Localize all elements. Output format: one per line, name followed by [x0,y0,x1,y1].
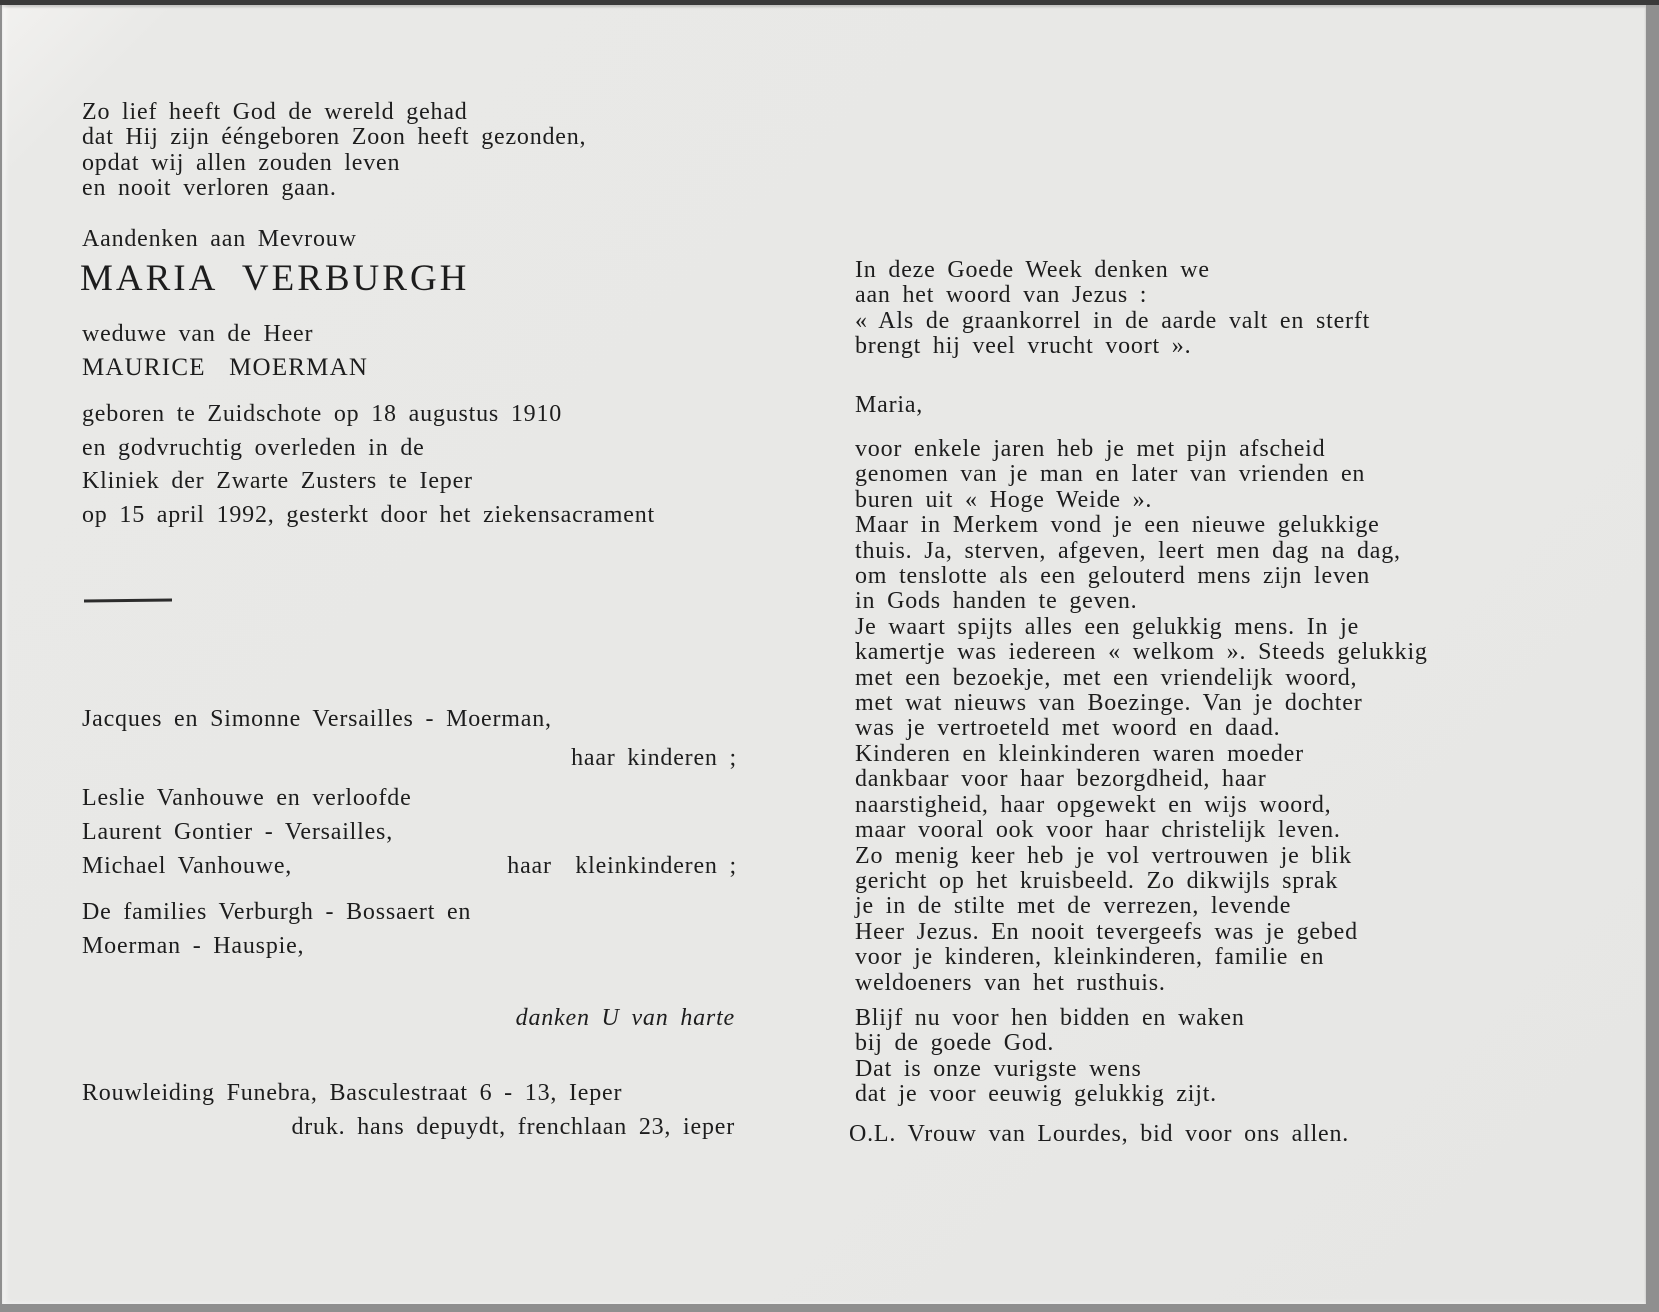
grandchild-name-1: Leslie Vanhouwe en verloofde [82,785,412,811]
grandchildren-row [82,854,737,879]
closing-invocation: O.L. Vrouw van Lourdes, bid voor ons allen. [849,1121,1350,1147]
opening-verse: Zo lief heeft God de wereld gehad dat Hij zijn ééngeboren Zoon heeft gezonden, opdat wij allen zouden leven en nooit verloren gaan. [82,99,587,202]
printer-line: druk. hans depuydt, frenchlaan 23, ieper [291,1114,735,1140]
grandchild-name-2: Laurent Gontier - Versailles, [82,819,394,845]
salutation: Maria, [855,392,924,418]
grandchild-name-3: Michael Vanhouwe, [82,853,293,879]
scan-top-edge [0,0,1659,5]
memorial-text: voor enkele jaren heb je met pijn afscheid genomen van je man en later van vrienden en buren uit « Hoge Weide ». Maar in Merkem vond je een nieuwe gelukkige thuis. Ja, sterven, afgeven, leert men dag na dag, om tenslotte als een gelouterd mens zijn leven in Gods handen te geven. Je waart spijts alles een gelukkig mens. In je kamertje was iedereen « welkom ». Steeds gelukkig met een bezoekje, met een vriendelijk woord, met wat nieuws van Boezinge. Van je dochter was je vertroeteld met woord en daad. Kinderen en kleinkinderen waren moeder dankbaar voor haar bezorgdheid, haar naarstigheid, haar opgewekt en wijs woord, maar vooral ook voor haar christelijk leven. Zo menig keer heb je vol vertrouwen je blik gericht op het kruisbeeld. Zo dikwijls sprak je in de stilte met de verrezen, levende Heer Jezus. En nooit tevergeefs was je gebed voor je kinderen, kleinkinderen, familie en weldoeners van het rusthuis. [855,436,1428,996]
husband-name: MAURICE MOERMAN [82,354,369,381]
children-names: Jacques en Simonne Versailles - Moerman, [82,706,552,732]
thanks-line: danken U van harte [515,1005,735,1031]
holy-week-verse: In deze Goede Week denken we aan het woord van Jezus : « Als de graankorrel in de aarde valt en sterft brengt hij veel vrucht voort ». [855,257,1371,360]
life-details: geboren te Zuidschote op 18 augustus 1910 en godvruchtig overleden in de Kliniek der Zwarte Zusters te Ieper op 15 april 1992, gesterkt door het ziekensacrament [82,401,655,528]
prayer-text: Blijf nu voor hen bidden en waken bij de goede God. Dat is onze vurigste wens dat je voor eeuwig gelukkig zijt. [855,1005,1245,1108]
widow-label: weduwe van de Heer [82,321,314,347]
grandchildren-label: haar kleinkinderen ; [507,853,737,879]
funeral-home-line: Rouwleiding Funebra, Basculestraat 6 - 13, Ieper [82,1080,623,1106]
deceased-name: MARIA VERBURGH [80,258,470,299]
children-label: haar kinderen ; [571,745,737,771]
families-lines: De families Verburgh - Bossaert en Moerman - Hauspie, [82,899,472,959]
intro-line: Aandenken aan Mevrouw [82,226,357,252]
